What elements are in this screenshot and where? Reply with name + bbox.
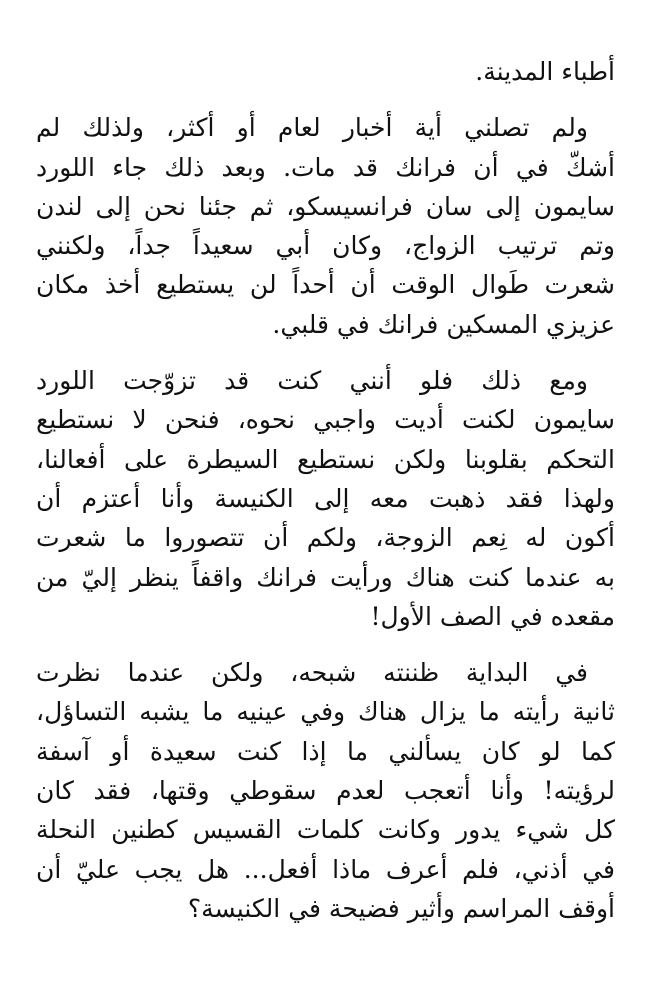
paragraph-line: ومع ذلك فلو أنني كنت قد تزوّجت اللورد — [36, 366, 588, 396]
paragraph-line: في أذني، فلم أعرف ماذا أفعل... هل يجب عليّ أن — [36, 854, 615, 884]
paragraph-line: كما لو كان يسألني ما إذا كنت سعيدة أو آسفة — [36, 736, 615, 766]
paragraph-line: لرؤيته! وأنا أتعجب لعدم سقوطي وقتها، فقد كان — [36, 776, 615, 806]
paragraph-line: ولم تصلني أية أخبار لعام أو أكثر، ولذلك لم — [36, 113, 588, 143]
paragraph-line: أشكّ في أن فرانك قد مات. وبعد ذلك جاء اللورد — [36, 152, 615, 182]
paragraph-4 — [36, 653, 615, 928]
paragraph-gap — [36, 91, 615, 108]
paragraph-line: أوقف المراسم وأثير فضيحة في الكنيسة؟ — [187, 893, 615, 923]
paragraph-line: أطباء المدينة. — [475, 57, 615, 86]
paragraph-line: وتم ترتيب الزواج، وكان أبي سعيداً جداً، ولكنني — [36, 231, 615, 261]
paragraph-line: في البداية ظننته شبحه، ولكن عندما نظرت — [36, 658, 588, 688]
paragraph-3 — [36, 361, 615, 636]
paragraph-line: التحكم بقلوبنا ولكن نستطيع السيطرة على أفعالنا، — [36, 444, 615, 474]
paragraph-1 — [36, 52, 615, 91]
paragraph-line: ثانية رأيته ما يزال هناك وفي عينيه ما يشبه التساؤل، — [36, 697, 615, 727]
paragraph-line: ولهذا فقد ذهبت معه إلى الكنيسة وأنا أعتزم أن — [36, 483, 615, 513]
paragraph-line: سايمون إلى سان فرانسيسكو، ثم جئنا نحن إلى لندن — [36, 191, 615, 221]
paragraph-line: شعرت طَوال الوقت أن أحداً لن يستطيع أخذ مكان — [36, 270, 615, 300]
paragraph-gap — [36, 636, 615, 653]
paragraph-line: به عندما كنت هناك ورأيت فرانك واقفاً ينظر إليّ من — [36, 562, 615, 592]
paragraph-line: عزيزي المسكين فرانك في قلبي. — [272, 309, 615, 339]
paragraph-line: أكون له نِعم الزوجة، ولكم أن تتصوروا ما شعرت — [36, 523, 615, 553]
paragraph-line: كل شيء يدور وكانت كلمات القسيس كطنين النحلة — [36, 815, 615, 845]
paragraph-gap — [36, 344, 615, 361]
paragraph-line: مقعده في الصف الأول! — [370, 601, 615, 631]
paragraph-2 — [36, 108, 615, 344]
paragraph-line: سايمون لكنت أديت واجبي نحوه، فنحن لا نستطيع — [36, 405, 615, 435]
